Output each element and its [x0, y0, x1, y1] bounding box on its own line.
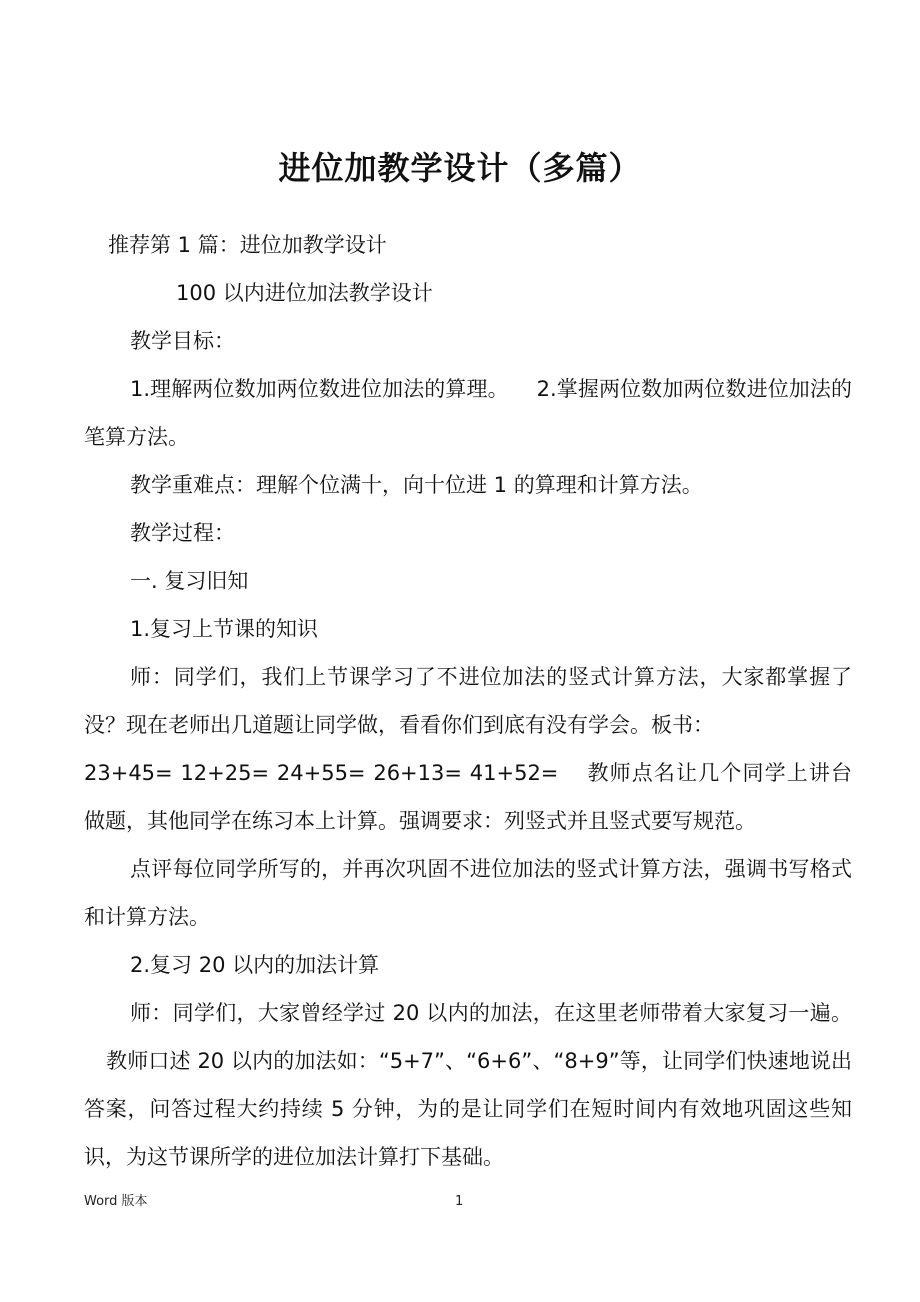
exercise-instructions: 教师点名让几个同学上讲台做题，其他同学在练习本上计算。强调要求：列竖式并且竖式要写规范。	[84, 761, 852, 833]
paragraph-process-heading: 教学过程：	[130, 521, 235, 545]
paragraph-goals	[84, 365, 852, 461]
paragraph-recommend-heading: 推荐第 1 篇：进位加教学设计	[108, 233, 387, 257]
paragraph-teacher-1: 师：同学们，我们上节课学习了不进位加法的竖式计算方法，大家都掌握了没？现在老师出几道题让同学做，看看你们到底有没有学会。板书：	[84, 665, 852, 737]
document-body	[84, 221, 852, 1181]
footer-label: Word 版本	[84, 1194, 148, 1209]
goal-1: 1.理解两位数加两位数进位加法的算理。	[130, 377, 509, 401]
paragraph-subtitle: 100 以内进位加法教学设计	[176, 281, 433, 305]
paragraph-key-points: 教学重难点：理解个位满十，向十位进 1 的算理和计算方法。	[130, 473, 703, 497]
paragraph-exercises	[84, 749, 852, 845]
paragraph-review-comment: 点评每位同学所写的，并再次巩固不进位加法的竖式计算方法，强调书写格式和计算方法。	[84, 857, 852, 929]
section-heading-review: 一. 复习旧知	[130, 569, 249, 593]
subsection-heading-1: 1.复习上节课的知识	[130, 617, 319, 641]
page-number: 1	[455, 1194, 464, 1209]
goal-2: 2.掌握两位数加两位数进位加法的笔算方法。	[84, 377, 852, 449]
exercise-list: 23+45= 12+25= 24+55= 26+13= 41+52=	[84, 761, 559, 785]
paragraph-goals-heading: 教学目标：	[130, 329, 235, 353]
teacher-2-intro: 师：同学们，大家曾经学过 20 以内的加法，在这里老师带着大家复习一遍。	[130, 1001, 852, 1025]
document-title: 进位加教学设计（多篇）	[278, 149, 642, 187]
teacher-2-oral: 教师口述 20 以内的加法如：“5+7”、“6+6”、“8+9”等，让同学们快速地说出答案，问答过程大约持续 5 分钟，为的是让同学们在短时间内有效地巩固这些知识，为这节课所学的进位加法计算打下基础。	[84, 1049, 852, 1169]
subsection-heading-2: 2.复习 20 以内的加法计算	[130, 953, 380, 977]
paragraph-teacher-2	[84, 989, 852, 1181]
